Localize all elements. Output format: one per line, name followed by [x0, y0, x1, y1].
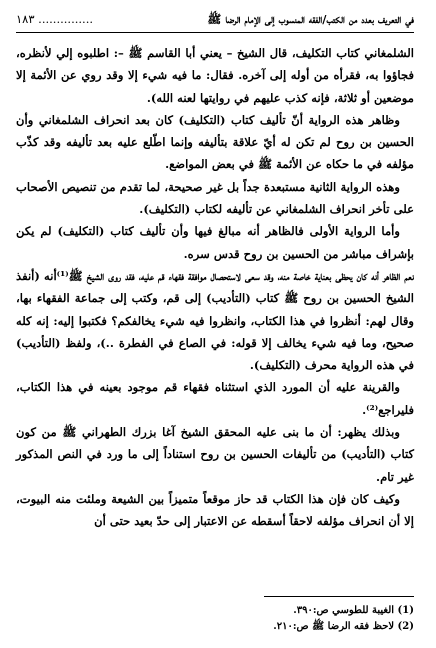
paragraph: وكيف كان فإن هذا الكتاب قد حاز موقعاً متميزاً بين الشيعة وملئت منه البيوت، إلا أن انحراف مؤلفه لاحقاً أسقطه عن الاعتبار إلى حدّ بعيد حتى أن — [16, 491, 414, 529]
page-header — [16, 10, 414, 33]
page-number: ............... ١٨٣ — [16, 12, 94, 26]
footnote: (2) لاحظ فقه الرضا ﷺ ص:٢١٠. — [273, 621, 414, 632]
footnote-divider — [264, 596, 414, 597]
paragraph: وظاهر هذه الرواية أنّ تأليف كتاب (التكليف) كان بعد انحراف الشلمغاني وأن الحسين بن روح لم تكن له أيّ علاقة بتأليفه وإنما اطّلع عليه بعد تأليفه وقد كذّب مؤلفه في ما حكاه عن الأئمة ﷺ في بعض المواضع. — [16, 112, 414, 172]
paragraph: الشلمغاني كتاب التكليف، قال الشيخ – يعني أبا القاسم ﷺ –: اطلبوه إلي لأنظره، فجاؤوا به، فقرأه من أوله إلى آخره. فقال: ما فيه شيء إلا وقد روي عن الأئمة إلا موضعين أو ثلاثة، فإنه كذب عليهم في روايتها لعنه الله). — [16, 46, 414, 105]
footnote: (1) الغيبة للطوسي ص:٣٩٠. — [293, 605, 414, 616]
paragraph: والقرينة عليه أن المورد الذي استثناه فقهاء قم موجود بعينه في هذا الكتاب، فليراجع⁽²⁾. — [16, 380, 414, 417]
paragraph: وبذلك يظهر: أن ما بنى عليه المحقق الشيخ آغا بزرك الطهراني ﷺ من كون كتاب (التأديب) من تأليفات الحسين بن روح استناداً إلى ما ورد في النص المذكور غير تام. — [16, 425, 414, 484]
paragraph: نعم الظاهر أنه كان يحظى بعناية خاصة منه، وقد سعى لاستحصال موافقة فقهاء قم عليه، فقد روى الشيخ ﷺ⁽¹⁾أنه (أنفذ الشيخ الحسين بن روح ﷺ كتاب (التأديب) إلى قم، وكتب إلى جماعة الفقهاء بها، وقال لهم: أنظروا في هذا الكتاب، وانظروا فيه شيء يخالفكم؟ فكتبوا إليه: إنه كله صحيح، وما فيه شيء يخالف إلا قوله: في الصاع في الفطرة ..)، ولفظ (التأديب) في هذه الرواية محرف (التكليف). — [16, 268, 414, 373]
paragraph: وهذه الرواية الثانية مستبعدة جداً بل غير صحيحة، لما تقدم من تنصيص الأصحاب على تأخر انحراف الشلمغاني عن تأليفه لكتاب (التكليف). — [16, 179, 414, 217]
book-page — [16, 10, 414, 638]
running-title: في التعريف بعدد من الكتب/الفقه المنسوب إلى الإمام الرضا ﷺ — [207, 12, 414, 26]
body-text — [16, 42, 414, 533]
footnotes — [16, 596, 414, 635]
paragraph: وأما الرواية الأولى فالظاهر أنه مبالغ فيها وأن تأليف كتاب (التكليف) لم يكن بإشراف مباشر من الحسين بن روح قدس سره. — [16, 224, 414, 261]
